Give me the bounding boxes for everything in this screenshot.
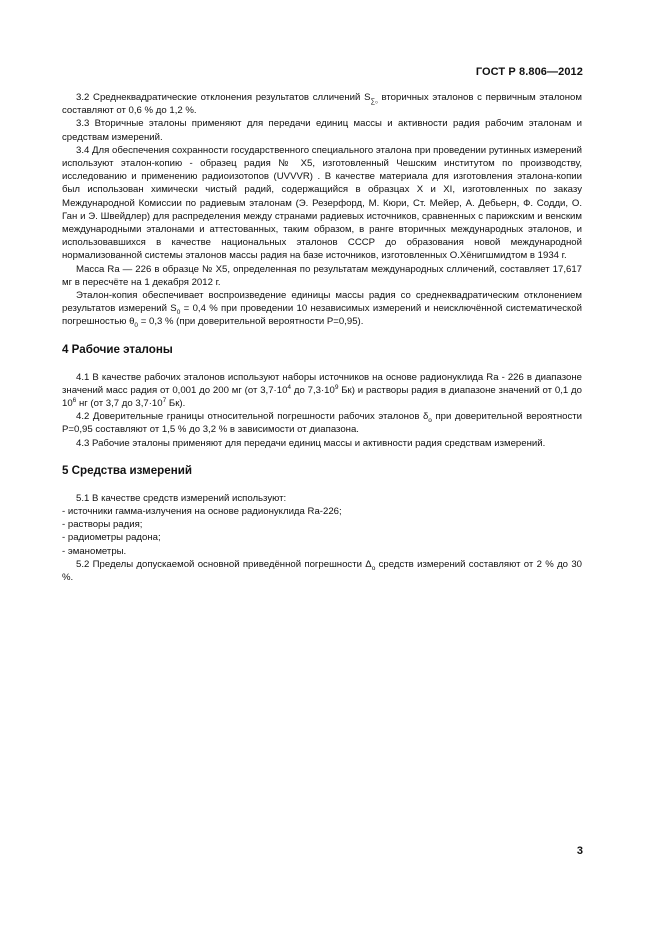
paragraph-copy-standard: Эталон-копия обеспечивает воспроизведение единицы массы радия со среднеквадратическим отклонением результатов измерений $S_0 = 0,4$ % при проведении 10 независимых измерений и неисключённой систематической погрешностью $\theta_0 = 0,3$ % (при доверительной вероятности P=0,95). — [62, 290, 582, 330]
page-body — [62, 91, 582, 584]
paragraph-3-3: 3.3 Вторичные эталоны применяют для передачи единиц массы и активности радия рабочим эталонам и средствам измерений. — [62, 118, 582, 143]
section-5-heading: 5 Средства измерений — [62, 463, 192, 477]
list-item: - источники гамма-излучения на основе радионуклида Ra-226; — [62, 506, 342, 518]
paragraph-5-1: 5.1 В качестве средств измерений используют: — [76, 492, 287, 504]
paragraph-4-2: 4.2 Доверительные границы относительной погрешности рабочих эталонов $\delta_о$ при доверительной вероятности P=0,95 составляют от 1,5 % до 3,2 % в зависимости от диапазона. — [62, 411, 583, 436]
paragraph-3-2: 3.2 Среднеквадратические отклонения результатов слличений $S_{\sum_0}$ вторичных эталонов с первичным эталоном составляют от 0,6 % до 1,2 %. — [62, 92, 582, 117]
paragraph-4-3: 4.3 Рабочие эталоны применяют для передачи единиц массы и активности радия средствам измерений. — [76, 437, 546, 449]
paragraph-3-4: 3.4 Для обеспечения сохранности государственного специального эталона при проведении рутинных измерений используют эталон-копию - образец радия № X5, изготовленный Чешским институтом по производству, исследованию и применению радиоизотопов (UVVVR) . В качестве материала для изготовления эталона-копии был использован химически чистый радий, содержащийся в образцах X и XI, изготовленных по заказу Международной Комиссии по радиевым эталонам (Э. Резерфорд, М. Кюри, Ст. Мейер, А. Дебьерн, Ф. Содди, О. Ган и Э. Швейдлер) для распределения между странами радиевых источников, сравненных с парижским и венским международными эталонами и аттестованных, таким образом, в ранге вторичных международных эталонов, и использовавшихся в качестве национальных эталонов СССР до образования новой международной нормализованной системы эталонов массы радия на базе источников, изготовленных О.Хёнигшмидтом в 1934 г. — [62, 144, 582, 262]
paragraph-4-1: 4.1 В качестве рабочих эталонов используют наборы источников на основе радионуклида Ra - 226 в диапазоне значений масс радия от 0,001 до 200 мг (от $3,7\cdot 10^4$ до $7,3\cdot 10^9$ Бк) и растворы радия в диапазоне значений от 0,1 до $10^6$ нг (от 3,7 до $3,7\cdot 10^7$ Бк). — [62, 371, 582, 410]
paragraph-mass-ra: Масса Ra — 226 в образце № X5, определенная по результатам международных слличений, составляет 17,617 мг в пересчёте на 1 декабря 2012 г. — [62, 263, 582, 288]
list-item: - радиометры радона; — [62, 532, 161, 544]
document-header: ГОСТ Р 8.806—2012 — [475, 66, 583, 78]
page-number: 3 — [576, 845, 583, 857]
list-item: - растворы радия; — [62, 519, 143, 531]
paragraph-5-2: 5.2 Пределы допускаемой основной приведённой погрешности $\Delta_о$ средств измерений составляют от 2 % до 30 %. — [62, 558, 582, 584]
section-4-heading: 4 Рабочие эталоны — [62, 342, 173, 356]
list-item: - эманометры. — [62, 545, 127, 557]
